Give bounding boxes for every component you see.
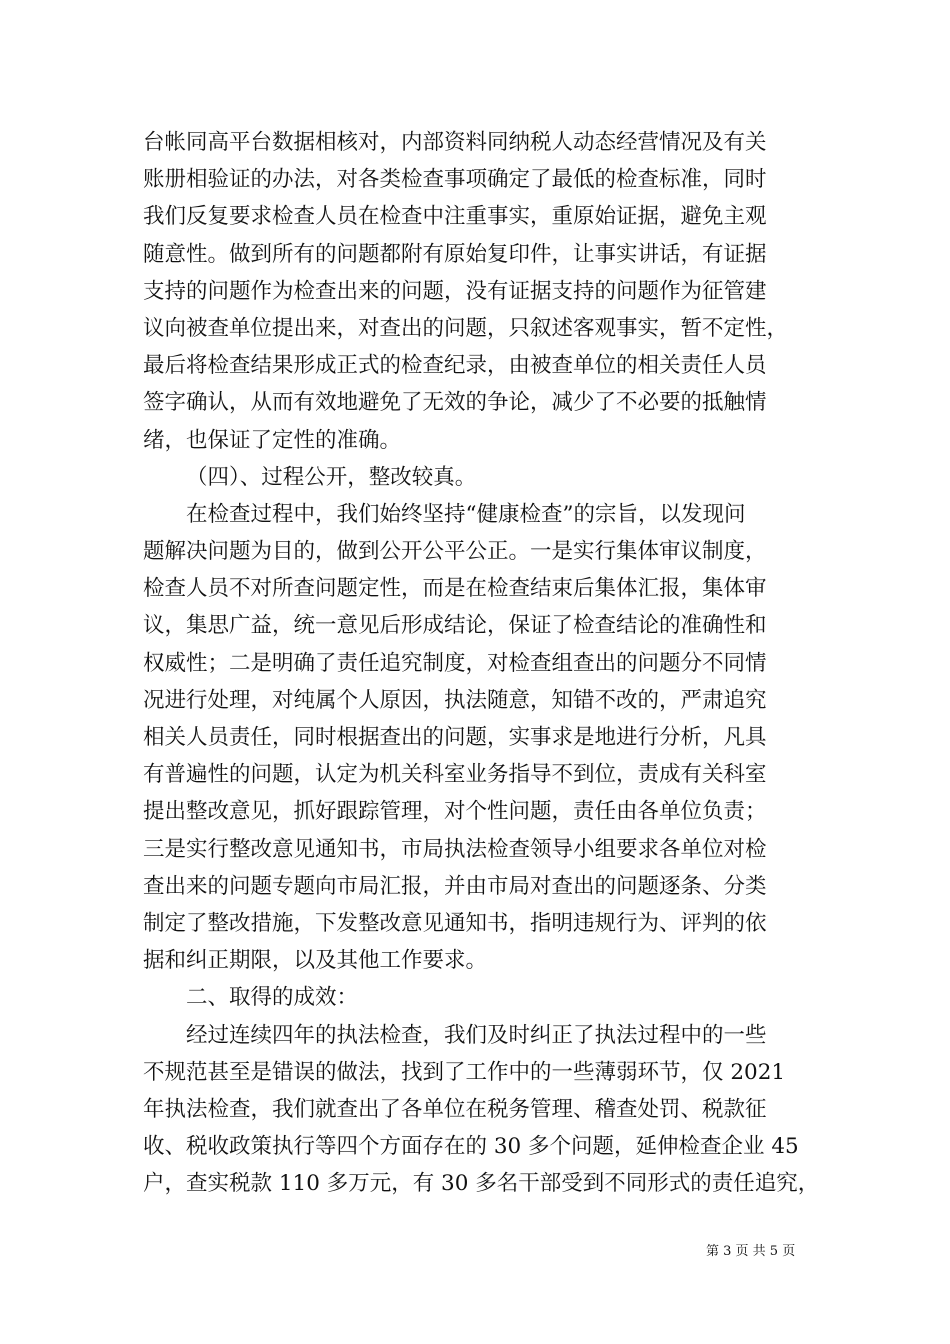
body-line: 最后将检查结果形成正式的检查纪录，由被查单位的相关责任人员 — [143, 353, 767, 379]
body-line: 不规范甚至是错误的做法，找到了工作中的一些薄弱环节，仅 2021 — [143, 1059, 786, 1085]
document-body — [143, 124, 823, 1202]
page-number: 第 3 页 共 5 页 — [706, 1244, 796, 1259]
body-line: 况进行处理，对纯属个人原因，执法随意，知错不改的，严肃追究 — [143, 687, 767, 713]
body-line: 我们反复要求检查人员在检查中注重事实，重原始证据，避免主观 — [143, 204, 767, 230]
body-line: 查出来的问题专题向市局汇报，并由市局对查出的问题逐条、分类 — [143, 873, 767, 899]
body-line: 台帐同高平台数据相核对，内部资料同纳税人动态经营情况及有关 — [143, 130, 767, 155]
paragraph-start-line: 经过连续四年的执法检查，我们及时纠正了执法过程中的一些 — [186, 1022, 767, 1048]
body-line: 权威性；二是明确了责任追究制度，对检查组查出的问题分不同情 — [143, 650, 767, 676]
body-line: 制定了整改措施，下发整改意见通知书，指明违规行为、评判的依 — [143, 910, 767, 936]
body-line: 年执法检查，我们就查出了各单位在税务管理、稽查处罚、税款征 — [143, 1096, 767, 1122]
paragraph-start-line: 在检查过程中，我们始终坚持“健康检查”的宗旨，以发现问 — [186, 501, 746, 527]
body-line: 据和纠正期限，以及其他工作要求。 — [143, 948, 488, 974]
body-line: 绪，也保证了定性的准确。 — [143, 427, 402, 453]
body-line: 有普遍性的问题，认定为机关科室业务指导不到位，责成有关科室 — [143, 762, 767, 788]
body-line: 户，查实税款 110 多万元，有 30 多名干部受到不同形式的责任追究， — [143, 1171, 820, 1197]
body-line: 签字确认，从而有效地避免了无效的争论，减少了不必要的抵触情 — [143, 390, 767, 416]
body-line: 议，集思广益，统一意见后形成结论，保证了检查结论的准确性和 — [143, 613, 767, 639]
body-line: 议向被查单位提出来，对查出的问题，只叙述客观事实，暂不定性， — [143, 315, 789, 341]
body-line: 检查人员不对所查问题定性，而是在检查结束后集体汇报，集体审 — [143, 576, 767, 602]
body-line: 题解决问题为目的，做到公开公平公正。一是实行集体审议制度， — [143, 539, 767, 565]
body-line: 账册相验证的办法，对各类检查事项确定了最低的检查标准，同时 — [143, 167, 767, 193]
body-line: 随意性。做到所有的问题都附有原始复印件，让事实讲话，有证据 — [143, 241, 767, 267]
body-line: 收、税收政策执行等四个方面存在的 30 多个问题，延伸检查企业 45 — [143, 1134, 799, 1160]
body-line: 支持的问题作为检查出来的问题，没有证据支持的问题作为征管建 — [143, 278, 767, 304]
section-heading: 二、取得的成效： — [186, 985, 359, 1011]
body-line: 三是实行整改意见通知书，市局执法检查领导小组要求各单位对检 — [143, 836, 767, 862]
body-line: 相关人员责任，同时根据查出的问题，实事求是地进行分析，凡具 — [143, 725, 767, 750]
body-line: 提出整改意见，抓好跟踪管理，对个性问题，责任由各单位负责； — [143, 799, 767, 825]
section-heading: （四）、过程公开，整改较真。 — [186, 464, 477, 490]
